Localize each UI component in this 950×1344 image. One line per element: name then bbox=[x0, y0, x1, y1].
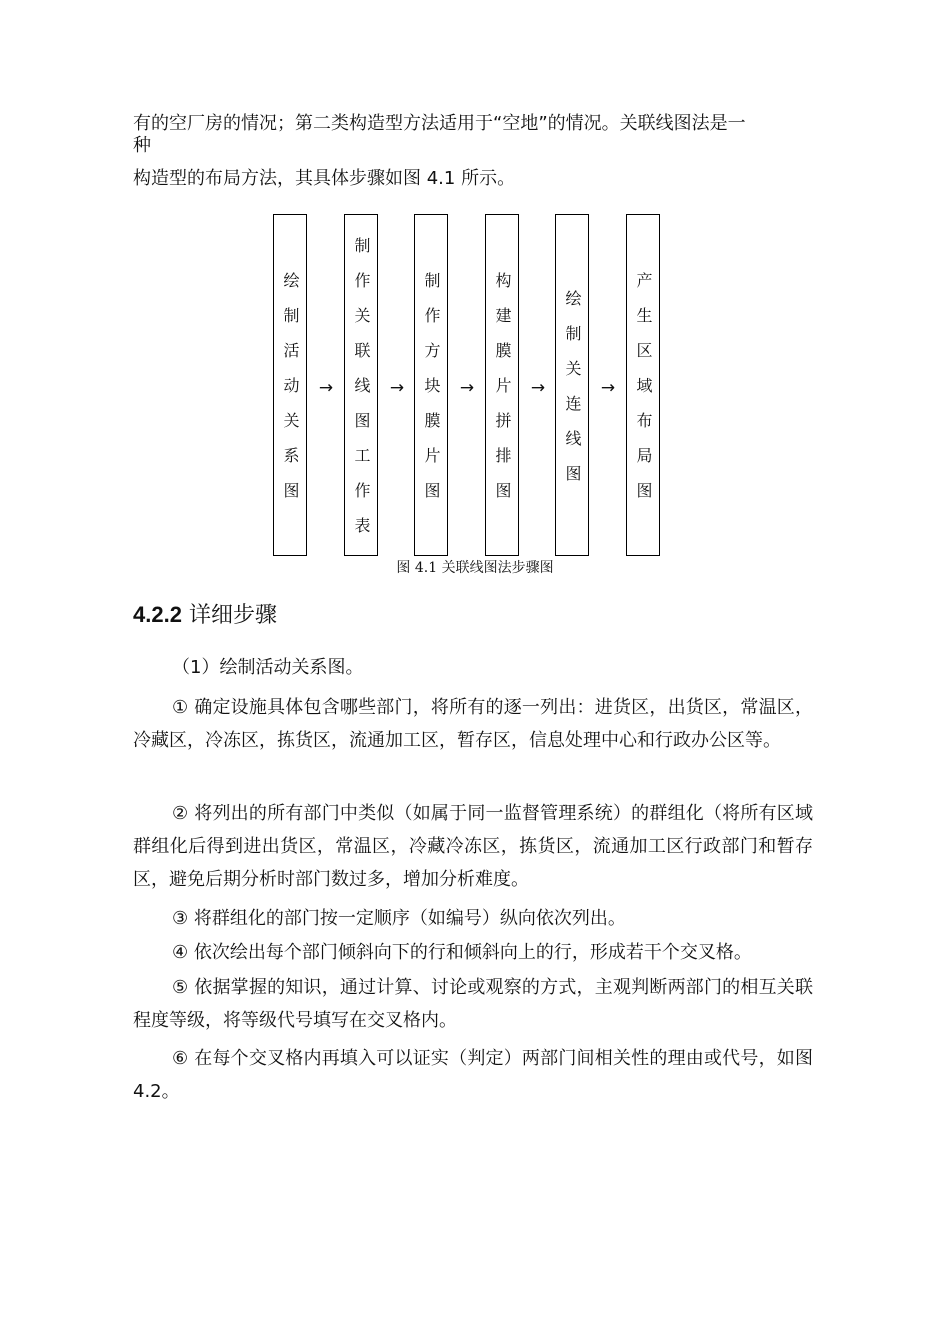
flow-step-2: 制作关联线图工作表 bbox=[344, 214, 378, 556]
paragraph-2: ② 将列出的所有部门中类似（如属于同一监督管理系统）的群组化（将所有区域群组化后得到进出货区，常温区，冷藏冷冻区，拣货区，流通加工区行政部门和暂存区，避免后期分析时部门数过多，增加分析难度。 bbox=[133, 803, 813, 890]
flow-step-4: 构建膜片拼排图 bbox=[485, 214, 519, 556]
flow-arrow-3: → bbox=[459, 378, 475, 398]
paragraph-4: ④ 依次绘出每个部门倾斜向下的行和倾斜向上的行，形成若干个交叉格。 bbox=[172, 942, 752, 963]
flow-arrow-1: → bbox=[318, 378, 334, 398]
intro-text-line-2: 种 bbox=[133, 135, 151, 156]
intro-text-line-1: 有的空厂房的情况；第二类构造型方法适用于“空地”的情况。关联线图法是一 bbox=[133, 113, 746, 134]
paragraph-5: ⑤ 依据掌握的知识，通过计算、讨论或观察的方式，主观判断两部门的相互关联程度等级，将等级代号填写在交叉格内。 bbox=[133, 977, 813, 1031]
flow-step-5: 绘制关连线图 bbox=[555, 214, 589, 556]
intro-text-line-3: 构造型的布局方法，其具体步骤如图 4.1 所示。 bbox=[133, 168, 516, 189]
flow-step-6: 产生区域布局图 bbox=[626, 214, 660, 556]
subheading: （1）绘制活动关系图。 bbox=[172, 657, 364, 678]
flow-arrow-5: → bbox=[600, 378, 616, 398]
flow-arrow-4: → bbox=[530, 378, 546, 398]
section-title: 详细步骤 bbox=[188, 603, 277, 628]
paragraph-1: ① 确定设施具体包含哪些部门，将所有的逐一列出：进货区，出货区，常温区，冷藏区，冷冻区，拣货区，流通加工区，暂存区，信息处理中心和行政办公区等。 bbox=[133, 697, 813, 751]
figure-caption: 图 4.1 关联线图法步骤图 bbox=[396, 560, 554, 576]
section-heading bbox=[133, 600, 277, 631]
flowchart bbox=[0, 0, 950, 600]
section-number: 4.2.2 bbox=[133, 602, 182, 627]
paragraph-3: ③ 将群组化的部门按一定顺序（如编号）纵向依次列出。 bbox=[172, 908, 626, 929]
paragraph-6: ⑥ 在每个交叉格内再填入可以证实（判定）两部门间相关性的理由或代号，如图4.2。 bbox=[133, 1048, 813, 1102]
flow-step-3: 制作方块膜片图 bbox=[414, 214, 448, 556]
flow-step-1: 绘制活动关系图 bbox=[273, 214, 307, 556]
flow-arrow-2: → bbox=[389, 378, 405, 398]
